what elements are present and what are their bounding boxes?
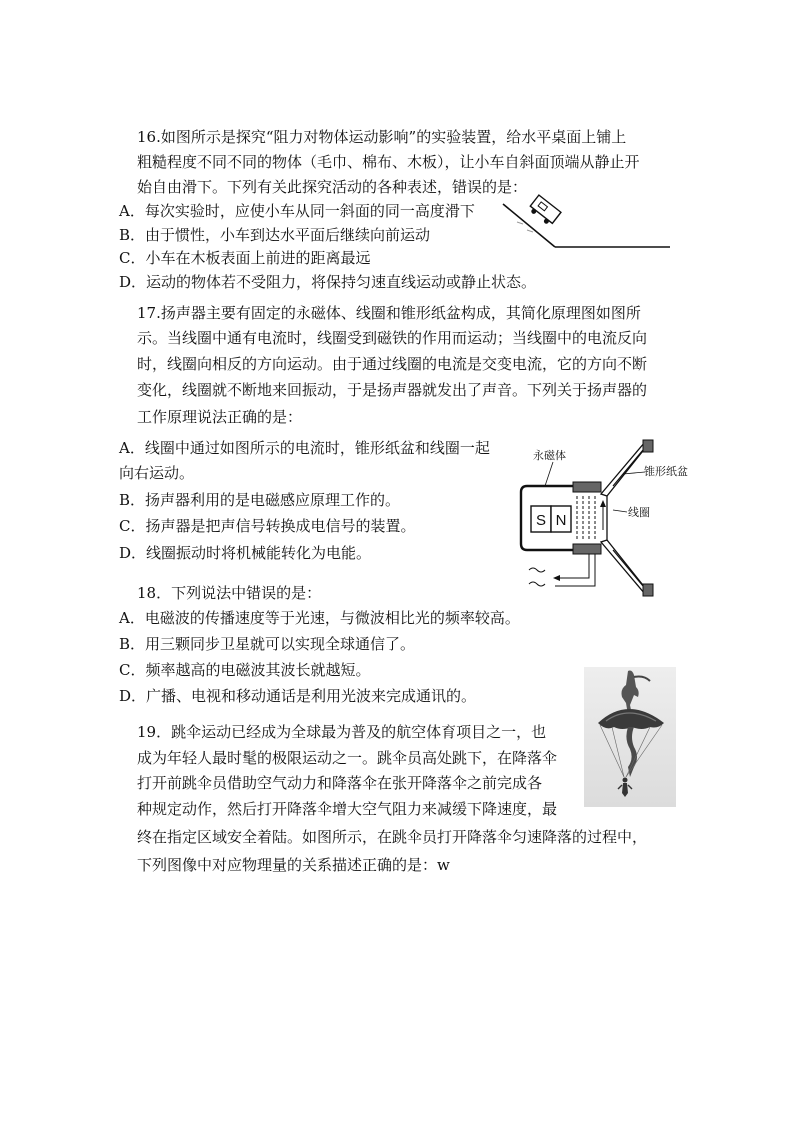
- q16-stem-line-1: 16.如图所示是探究“阻力对物体运动影响”的实验装置，给水平桌面上铺上: [137, 128, 627, 146]
- magnet-pole-s: S: [535, 512, 547, 529]
- q17-stem-line-3: 时，线圈向相反的方向运动。由于通过线圈的电流是交变电流，它的方向不断: [137, 355, 648, 373]
- q19-stem-line-5: 终在指定区域安全着陆。如图所示，在跳伞员打开降落伞匀速降落的过程中，: [137, 828, 648, 846]
- magnet-pole-n: N: [555, 512, 567, 529]
- q18-option-b: B．用三颗同步卫星就可以实现全球通信了。: [119, 635, 416, 653]
- q19-stem-line-3: 打开前跳伞员借助空气动力和降落伞在张开降落伞之前完成各: [137, 774, 543, 792]
- q17-option-c: C．扬声器是把声信号转换成电信号的装置。: [119, 517, 416, 535]
- q16-option-c: C．小车在木板表面上前进的距离最远: [119, 249, 371, 267]
- q17-stem-line-4: 变化，线圈就不断地来回振动，于是扬声器就发出了声音。下列关于扬声器的: [137, 381, 648, 399]
- q18-option-d: D．广播、电视和移动通话是利用光波来完成通讯的。: [119, 687, 477, 705]
- q16-option-a: A．每次实验时，应使小车从同一斜面的同一高度滑下: [119, 202, 475, 220]
- q18-stem: 18．下列说法中错误的是：: [137, 584, 322, 602]
- incline-cart-figure: [495, 190, 675, 260]
- speaker-diagram: [515, 438, 695, 598]
- q19-stem-line-1: 19．跳伞运动已经成为全球最为普及的航空体育项目之一，也: [137, 723, 547, 741]
- cone-label: 锥形纸盆: [644, 466, 688, 478]
- q18-option-a: A．电磁波的传播速度等于光速，与微波相比光的频率较高。: [119, 609, 520, 627]
- q16-option-b: B．由于惯性，小车到达水平面后继续向前运动: [119, 226, 431, 244]
- q16-stem-line-2: 粗糙程度不同不同的物体（毛巾、棉布、木板），让小车自斜面顶端从静止开: [137, 153, 640, 171]
- magnet-label: 永磁体: [533, 450, 566, 462]
- q16-stem-line-3: 始自由滑下。下列有关此探究活动的各种表述，错误的是：: [137, 178, 528, 196]
- q16-option-d: D．运动的物体若不受阻力，将保持匀速直线运动或静止状态。: [119, 273, 537, 291]
- q17-option-d: D．线圈振动时将机械能转化为电能。: [119, 544, 372, 562]
- q17-stem-line-1: 17.扬声器主要有固定的永磁体、线圈和锥形纸盆构成，其简化原理图如图所: [137, 304, 641, 322]
- q19-stem-line-2: 成为年轻人最时髦的极限运动之一。跳伞员高处跳下，在降落伞: [137, 749, 558, 767]
- q17-option-a-line-2: 向右运动。: [119, 464, 195, 482]
- q19-stem-line-6: 下列图像中对应物理量的关系描述正确的是：w: [137, 856, 450, 874]
- q17-option-a-line-1: A．线圈中通过如图所示的电流时，锥形纸盆和线圈一起: [119, 439, 490, 457]
- q19-stem-line-4: 种规定动作，然后打开降落伞增大空气阻力来减缓下降速度，最: [137, 800, 558, 818]
- q17-stem-line-5: 工作原理说法正确的是：: [137, 408, 303, 426]
- q18-option-c: C．频率越高的电磁波其波长就越短。: [119, 661, 371, 679]
- parachute-photo: [584, 667, 676, 807]
- q17-option-b: B．扬声器利用的是电磁感应原理工作的。: [119, 491, 401, 509]
- coil-label: 线圈: [628, 507, 650, 519]
- q17-stem-line-2: 示。当线圈中通有电流时，线圈受到磁铁的作用而运动；当线圈中的电流反向: [137, 329, 648, 347]
